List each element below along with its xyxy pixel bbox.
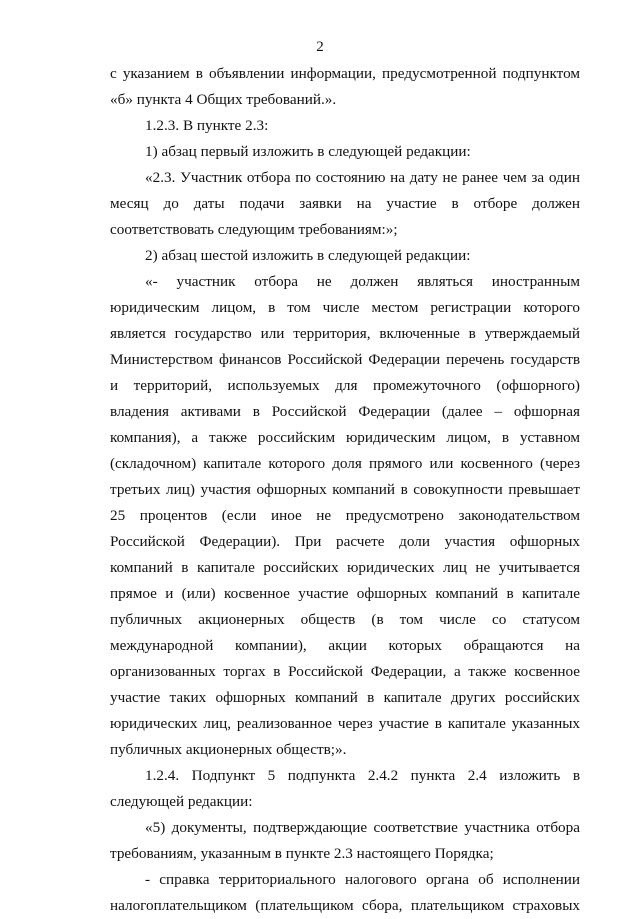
paragraph: 2) абзац шестой изложить в следующей редакции: <box>145 247 471 264</box>
document-body <box>110 61 580 919</box>
paragraph-last: - справка территориального налогового органа об исполнении налогоплательщиком (плательщиком сбора, плательщиком страховых <box>110 871 580 914</box>
paragraph: «- участник отбора не должен являться иностранным юридическим лицом, в том числе местом регистрации которого является государство или территория, включенные в утверждаемый Министерством финансов Российской Федерации перечень государств и территорий, используемых для промежуточного (офшорного) владения активами в Российской Федерации (далее – офшорная компания), а также российским юридическим лицом, в уставном (складочном) капитале которого доля прямого или косвенного (через третьих лиц) участия офшорных компаний в совокупности превышает 25 процентов (если иное не предусмотрено законодательством Российской Федерации). При расчете доли участия офшорных компаний в капитале российских юридических лиц не учитывается прямое и (или) косвенное участие офшорных компаний в капитале публичных акционерных обществ (в том числе со статусом международной компании), акции которых обращаются на организованных торгах в Российской Федерации, а также косвенное участие таких офшорных компаний в капитале других российских юридических лиц, реализованное через участие в капитале указанных публичных акционерных обществ;». <box>110 273 580 758</box>
paragraph: с указанием в объявлении информации, предусмотренной подпунктом «б» пункта 4 Общих требований.». <box>110 65 580 108</box>
paragraph: 1) абзац первый изложить в следующей редакции: <box>145 143 471 160</box>
page-number: 2 <box>316 39 324 55</box>
paragraph: «5) документы, подтверждающие соответствие участника отбора требованиям, указанным в пункте 2.3 настоящего Порядка; <box>110 819 580 862</box>
paragraph: «2.3. Участник отбора по состоянию на дату не ранее чем за один месяц до даты подачи заявки на участие в отборе должен соответствовать следующим требованиям:»; <box>110 169 580 238</box>
paragraph: 1.2.3. В пункте 2.3: <box>145 117 269 134</box>
paragraph: 1.2.4. Подпункт 5 подпункта 2.4.2 пункта 2.4 изложить в следующей редакции: <box>110 767 580 810</box>
